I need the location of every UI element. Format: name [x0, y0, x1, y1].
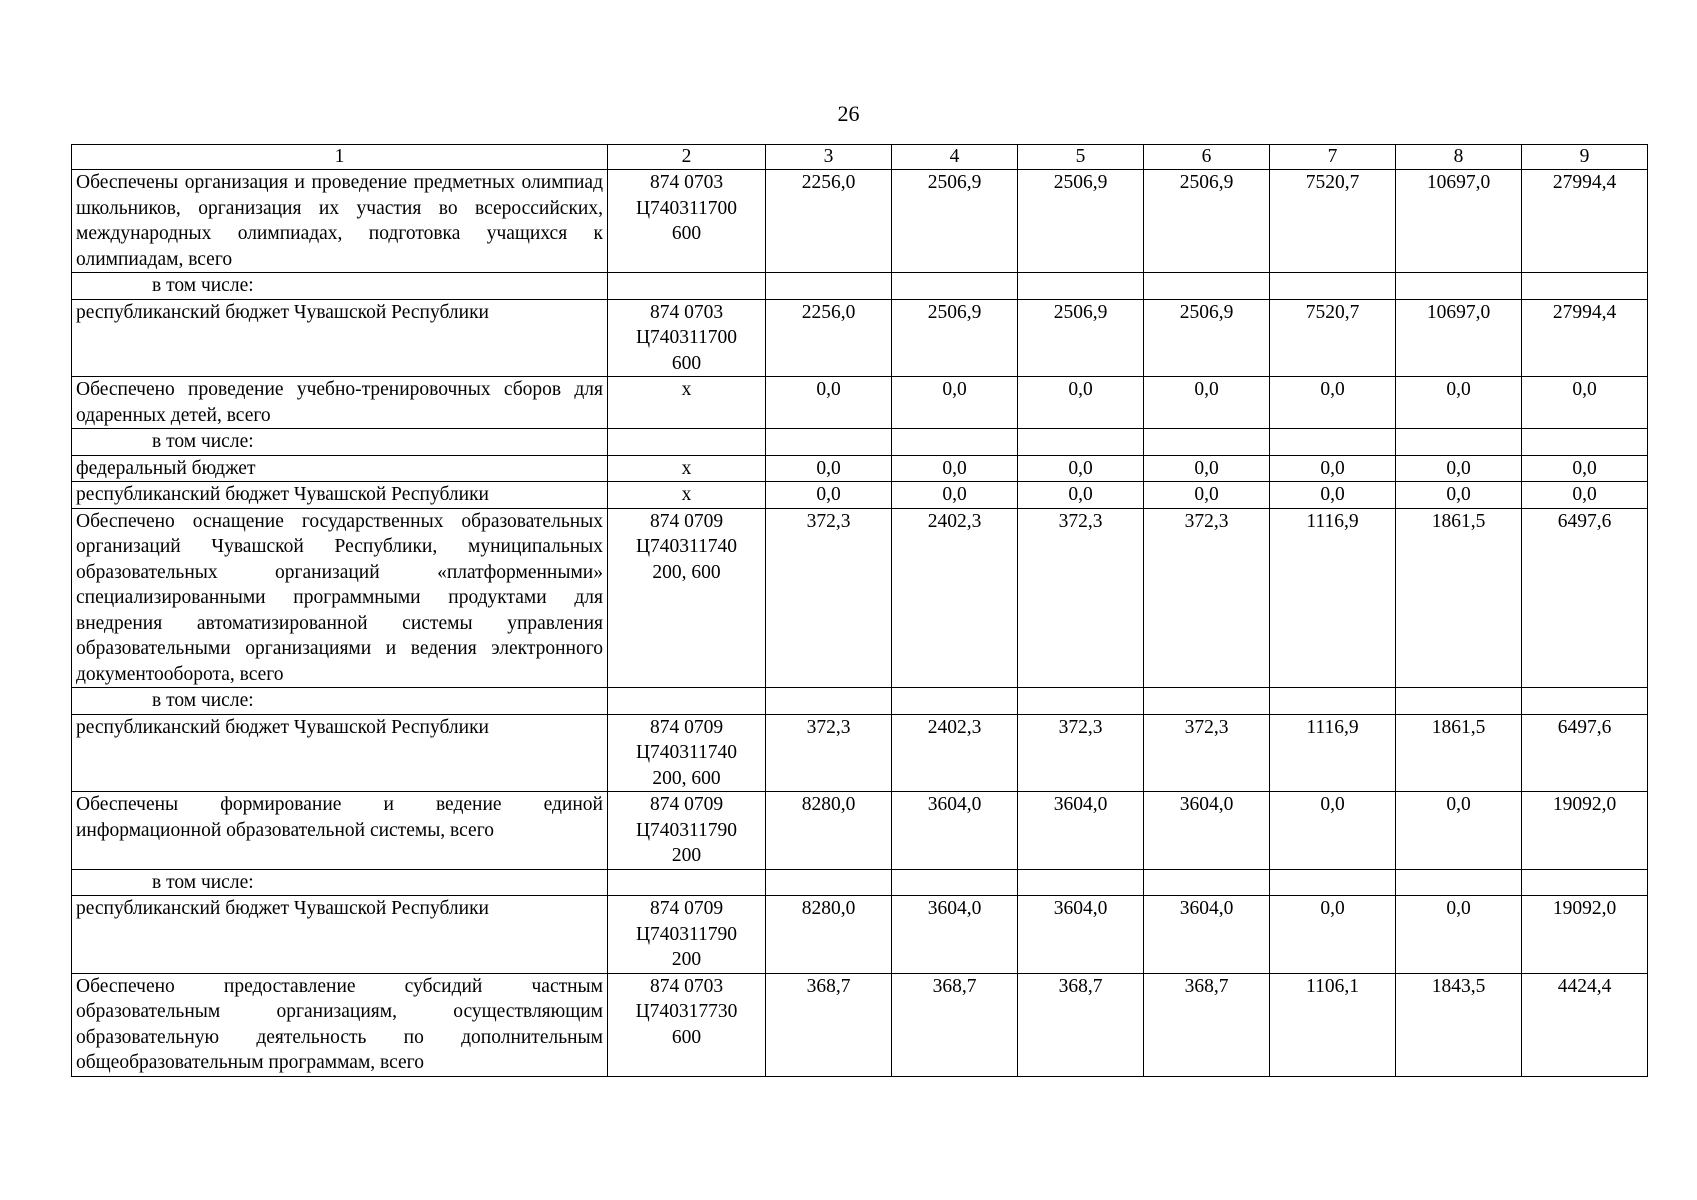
value-col-9: 4424,4: [1522, 973, 1648, 1076]
value-col-5: [1018, 869, 1144, 896]
value-col-5: [1018, 688, 1144, 715]
column-header-4: 4: [892, 145, 1018, 170]
table-header: [72, 145, 1648, 170]
table-row: [72, 714, 1648, 792]
value-col-9: [1522, 429, 1648, 456]
budget-code-line: 600: [671, 1026, 702, 1048]
column-header-7: 7: [1270, 145, 1396, 170]
value-col-9: 27994,4: [1522, 299, 1648, 377]
column-header-5: 5: [1018, 145, 1144, 170]
value-col-4: 3604,0: [892, 896, 1018, 974]
value-col-3: 0,0: [766, 377, 892, 429]
value-col-5: 3604,0: [1018, 792, 1144, 870]
row-description: республиканский бюджет Чувашской Республики: [72, 482, 608, 509]
table-row: [72, 429, 1648, 456]
budget-code-line: 200: [671, 845, 702, 866]
value-col-4: 2402,3: [892, 714, 1018, 792]
value-col-5: 2506,9: [1018, 170, 1144, 273]
value-col-8: [1396, 429, 1522, 456]
table-row: [72, 299, 1648, 377]
value-col-7: 0,0: [1270, 896, 1396, 974]
budget-code-line: 200: [671, 949, 702, 970]
value-col-8: 0,0: [1396, 482, 1522, 509]
value-col-9: 0,0: [1522, 377, 1648, 429]
value-col-6: [1144, 688, 1270, 715]
value-col-9: 6497,6: [1522, 714, 1648, 792]
row-description: федеральный бюджет: [72, 455, 608, 482]
value-col-6: [1144, 273, 1270, 300]
row-description: республиканский бюджет Чувашской Республики: [72, 299, 608, 377]
budget-code: [608, 429, 766, 456]
budget-code-line: Ц740311700: [635, 197, 738, 219]
value-col-9: [1522, 869, 1648, 896]
table-row: [72, 792, 1648, 870]
value-col-3: 2256,0: [766, 299, 892, 377]
value-col-6: 3604,0: [1144, 896, 1270, 974]
value-col-6: 0,0: [1144, 377, 1270, 429]
value-col-8: 0,0: [1396, 455, 1522, 482]
value-col-3: 0,0: [766, 482, 892, 509]
value-col-5: 368,7: [1018, 973, 1144, 1076]
budget-code-line: х: [681, 379, 692, 400]
budget-code-line: 874 0703: [649, 301, 724, 323]
value-col-5: 3604,0: [1018, 896, 1144, 974]
value-col-8: 0,0: [1396, 896, 1522, 974]
budget-code-line: Ц740311700: [635, 327, 738, 348]
table-row: [72, 377, 1648, 429]
value-col-4: [892, 688, 1018, 715]
value-col-7: 0,0: [1270, 377, 1396, 429]
value-col-8: 1861,5: [1396, 714, 1522, 792]
budget-code-line: 874 0709: [649, 794, 724, 815]
value-col-3: [766, 273, 892, 300]
column-header-1: 1: [72, 145, 608, 170]
value-col-5: 372,3: [1018, 714, 1144, 792]
table-row: [72, 869, 1648, 896]
budget-code-line: 874 0709: [649, 510, 724, 532]
row-description: республиканский бюджет Чувашской Республики: [72, 714, 608, 792]
budget-code-line: Ц740311790: [635, 923, 738, 945]
budget-code: [608, 714, 766, 792]
value-col-7: 7520,7: [1270, 170, 1396, 273]
budget-code: [608, 273, 766, 300]
value-col-7: 1116,9: [1270, 508, 1396, 688]
column-header-8: 8: [1396, 145, 1522, 170]
value-col-4: 0,0: [892, 482, 1018, 509]
value-col-6: 368,7: [1144, 973, 1270, 1076]
value-col-7: 7520,7: [1270, 299, 1396, 377]
column-header-9: 9: [1522, 145, 1648, 170]
budget-code-line: 200, 600: [652, 767, 721, 789]
value-col-7: 0,0: [1270, 455, 1396, 482]
value-col-4: [892, 869, 1018, 896]
value-col-7: 0,0: [1270, 792, 1396, 870]
budget-code-line: 600: [671, 352, 702, 374]
value-col-8: 0,0: [1396, 377, 1522, 429]
column-header-2: 2: [608, 145, 766, 170]
value-col-9: [1522, 273, 1648, 300]
value-col-5: [1018, 429, 1144, 456]
value-col-4: 2402,3: [892, 508, 1018, 688]
value-col-6: 372,3: [1144, 508, 1270, 688]
value-col-8: 10697,0: [1396, 170, 1522, 273]
budget-code: [608, 482, 766, 509]
budget-code: [608, 792, 766, 870]
table-row: [72, 973, 1648, 1076]
row-description: в том числе:: [72, 273, 608, 300]
value-col-7: 0,0: [1270, 482, 1396, 509]
budget-code: [608, 170, 766, 273]
value-col-4: [892, 429, 1018, 456]
value-col-6: 2506,9: [1144, 299, 1270, 377]
value-col-6: 0,0: [1144, 455, 1270, 482]
value-col-6: [1144, 869, 1270, 896]
value-col-8: 0,0: [1396, 792, 1522, 870]
value-col-8: 1861,5: [1396, 508, 1522, 688]
value-col-3: 8280,0: [766, 896, 892, 974]
value-col-3: 372,3: [766, 508, 892, 688]
value-col-6: 2506,9: [1144, 170, 1270, 273]
budget-code-line: 874 0709: [649, 716, 724, 738]
budget-code-line: Ц740311790: [635, 819, 738, 841]
row-description: Обеспечены организация и проведение предметных олимпиад школьников, организация их участия во всероссийских, международных олимпиадах, подготовка учащихся к олимпиадам, всего: [72, 170, 608, 273]
table-row: [72, 508, 1648, 688]
value-col-8: [1396, 688, 1522, 715]
table-row: [72, 482, 1648, 509]
value-col-5: 2506,9: [1018, 299, 1144, 377]
value-col-3: 0,0: [766, 455, 892, 482]
budget-code: [608, 973, 766, 1076]
budget-code-line: 200, 600: [652, 561, 721, 583]
value-col-3: [766, 688, 892, 715]
value-col-9: 6497,6: [1522, 508, 1648, 688]
row-description: в том числе:: [72, 869, 608, 896]
budget-code-line: 874 0703: [649, 975, 724, 997]
value-col-4: 2506,9: [892, 170, 1018, 273]
value-col-7: 1106,1: [1270, 973, 1396, 1076]
value-col-3: 8280,0: [766, 792, 892, 870]
value-col-6: 3604,0: [1144, 792, 1270, 870]
value-col-4: [892, 273, 1018, 300]
budget-code-line: Ц740317730: [635, 1001, 738, 1022]
table-row: [72, 455, 1648, 482]
budget-code: [608, 377, 766, 429]
value-col-9: 0,0: [1522, 455, 1648, 482]
value-col-5: [1018, 273, 1144, 300]
row-description: Обеспечено оснащение государственных образовательных организаций Чувашской Республики, муниципальных образовательных организаций «платформенными» специализированными программными продуктами для внедрения автоматизированной системы управления образовательными организациями и ведения электронного документооборота, всего: [72, 508, 608, 688]
value-col-9: 0,0: [1522, 482, 1648, 509]
value-col-4: 3604,0: [892, 792, 1018, 870]
row-description: Обеспечено предоставление субсидий частным образовательным организациям, осуществляющим образовательную деятельность по дополнительным общеобразовательным программам, всего: [72, 973, 608, 1076]
value-col-5: 0,0: [1018, 455, 1144, 482]
value-col-7: [1270, 273, 1396, 300]
table-row: [72, 170, 1648, 273]
budget-code: [608, 688, 766, 715]
value-col-7: 1116,9: [1270, 714, 1396, 792]
budget-code: [608, 299, 766, 377]
value-col-3: 368,7: [766, 973, 892, 1076]
budget-code: [608, 508, 766, 688]
table-row: [72, 896, 1648, 974]
value-col-3: 372,3: [766, 714, 892, 792]
value-col-4: 0,0: [892, 377, 1018, 429]
value-col-5: 0,0: [1018, 377, 1144, 429]
value-col-5: 372,3: [1018, 508, 1144, 688]
value-col-4: 2506,9: [892, 299, 1018, 377]
table-body: [72, 170, 1648, 1077]
value-col-8: 1843,5: [1396, 973, 1522, 1076]
row-description: в том числе:: [72, 688, 608, 715]
row-description: республиканский бюджет Чувашской Республики: [72, 896, 608, 974]
value-col-3: [766, 869, 892, 896]
value-col-8: 10697,0: [1396, 299, 1522, 377]
budget-code-line: Ц740311740: [635, 742, 738, 763]
budget-code-line: 874 0709: [649, 898, 724, 919]
value-col-9: 19092,0: [1522, 792, 1648, 870]
value-col-8: [1396, 273, 1522, 300]
row-description: Обеспечены формирование и ведение единой информационной образовательной системы, всего: [72, 792, 608, 870]
row-description: Обеспечено проведение учебно-тренировочных сборов для одаренных детей, всего: [72, 377, 608, 429]
header-row: [72, 145, 1648, 170]
budget-code: [608, 896, 766, 974]
value-col-4: 0,0: [892, 455, 1018, 482]
budget-code-line: 600: [671, 223, 702, 244]
value-col-7: [1270, 869, 1396, 896]
value-col-3: 2256,0: [766, 170, 892, 273]
budget-code-line: 874 0703: [649, 172, 724, 193]
column-header-6: 6: [1144, 145, 1270, 170]
row-description: в том числе:: [72, 429, 608, 456]
value-col-6: [1144, 429, 1270, 456]
value-col-6: 372,3: [1144, 714, 1270, 792]
value-col-8: [1396, 869, 1522, 896]
page-number: 26: [837, 101, 860, 126]
value-col-9: 19092,0: [1522, 896, 1648, 974]
value-col-6: 0,0: [1144, 482, 1270, 509]
value-col-4: 368,7: [892, 973, 1018, 1076]
column-header-3: 3: [766, 145, 892, 170]
value-col-5: 0,0: [1018, 482, 1144, 509]
value-col-9: 27994,4: [1522, 170, 1648, 273]
table-row: [72, 688, 1648, 715]
value-col-7: [1270, 429, 1396, 456]
value-col-7: [1270, 688, 1396, 715]
value-col-3: [766, 429, 892, 456]
budget-code-line: х: [681, 484, 692, 505]
budget-code-line: Ц740311740: [635, 536, 738, 557]
budget-code-line: х: [681, 457, 692, 479]
table-row: [72, 273, 1648, 300]
value-col-9: [1522, 688, 1648, 715]
budget-code: [608, 869, 766, 896]
budget-code: [608, 455, 766, 482]
budget-table: [71, 144, 1648, 1077]
